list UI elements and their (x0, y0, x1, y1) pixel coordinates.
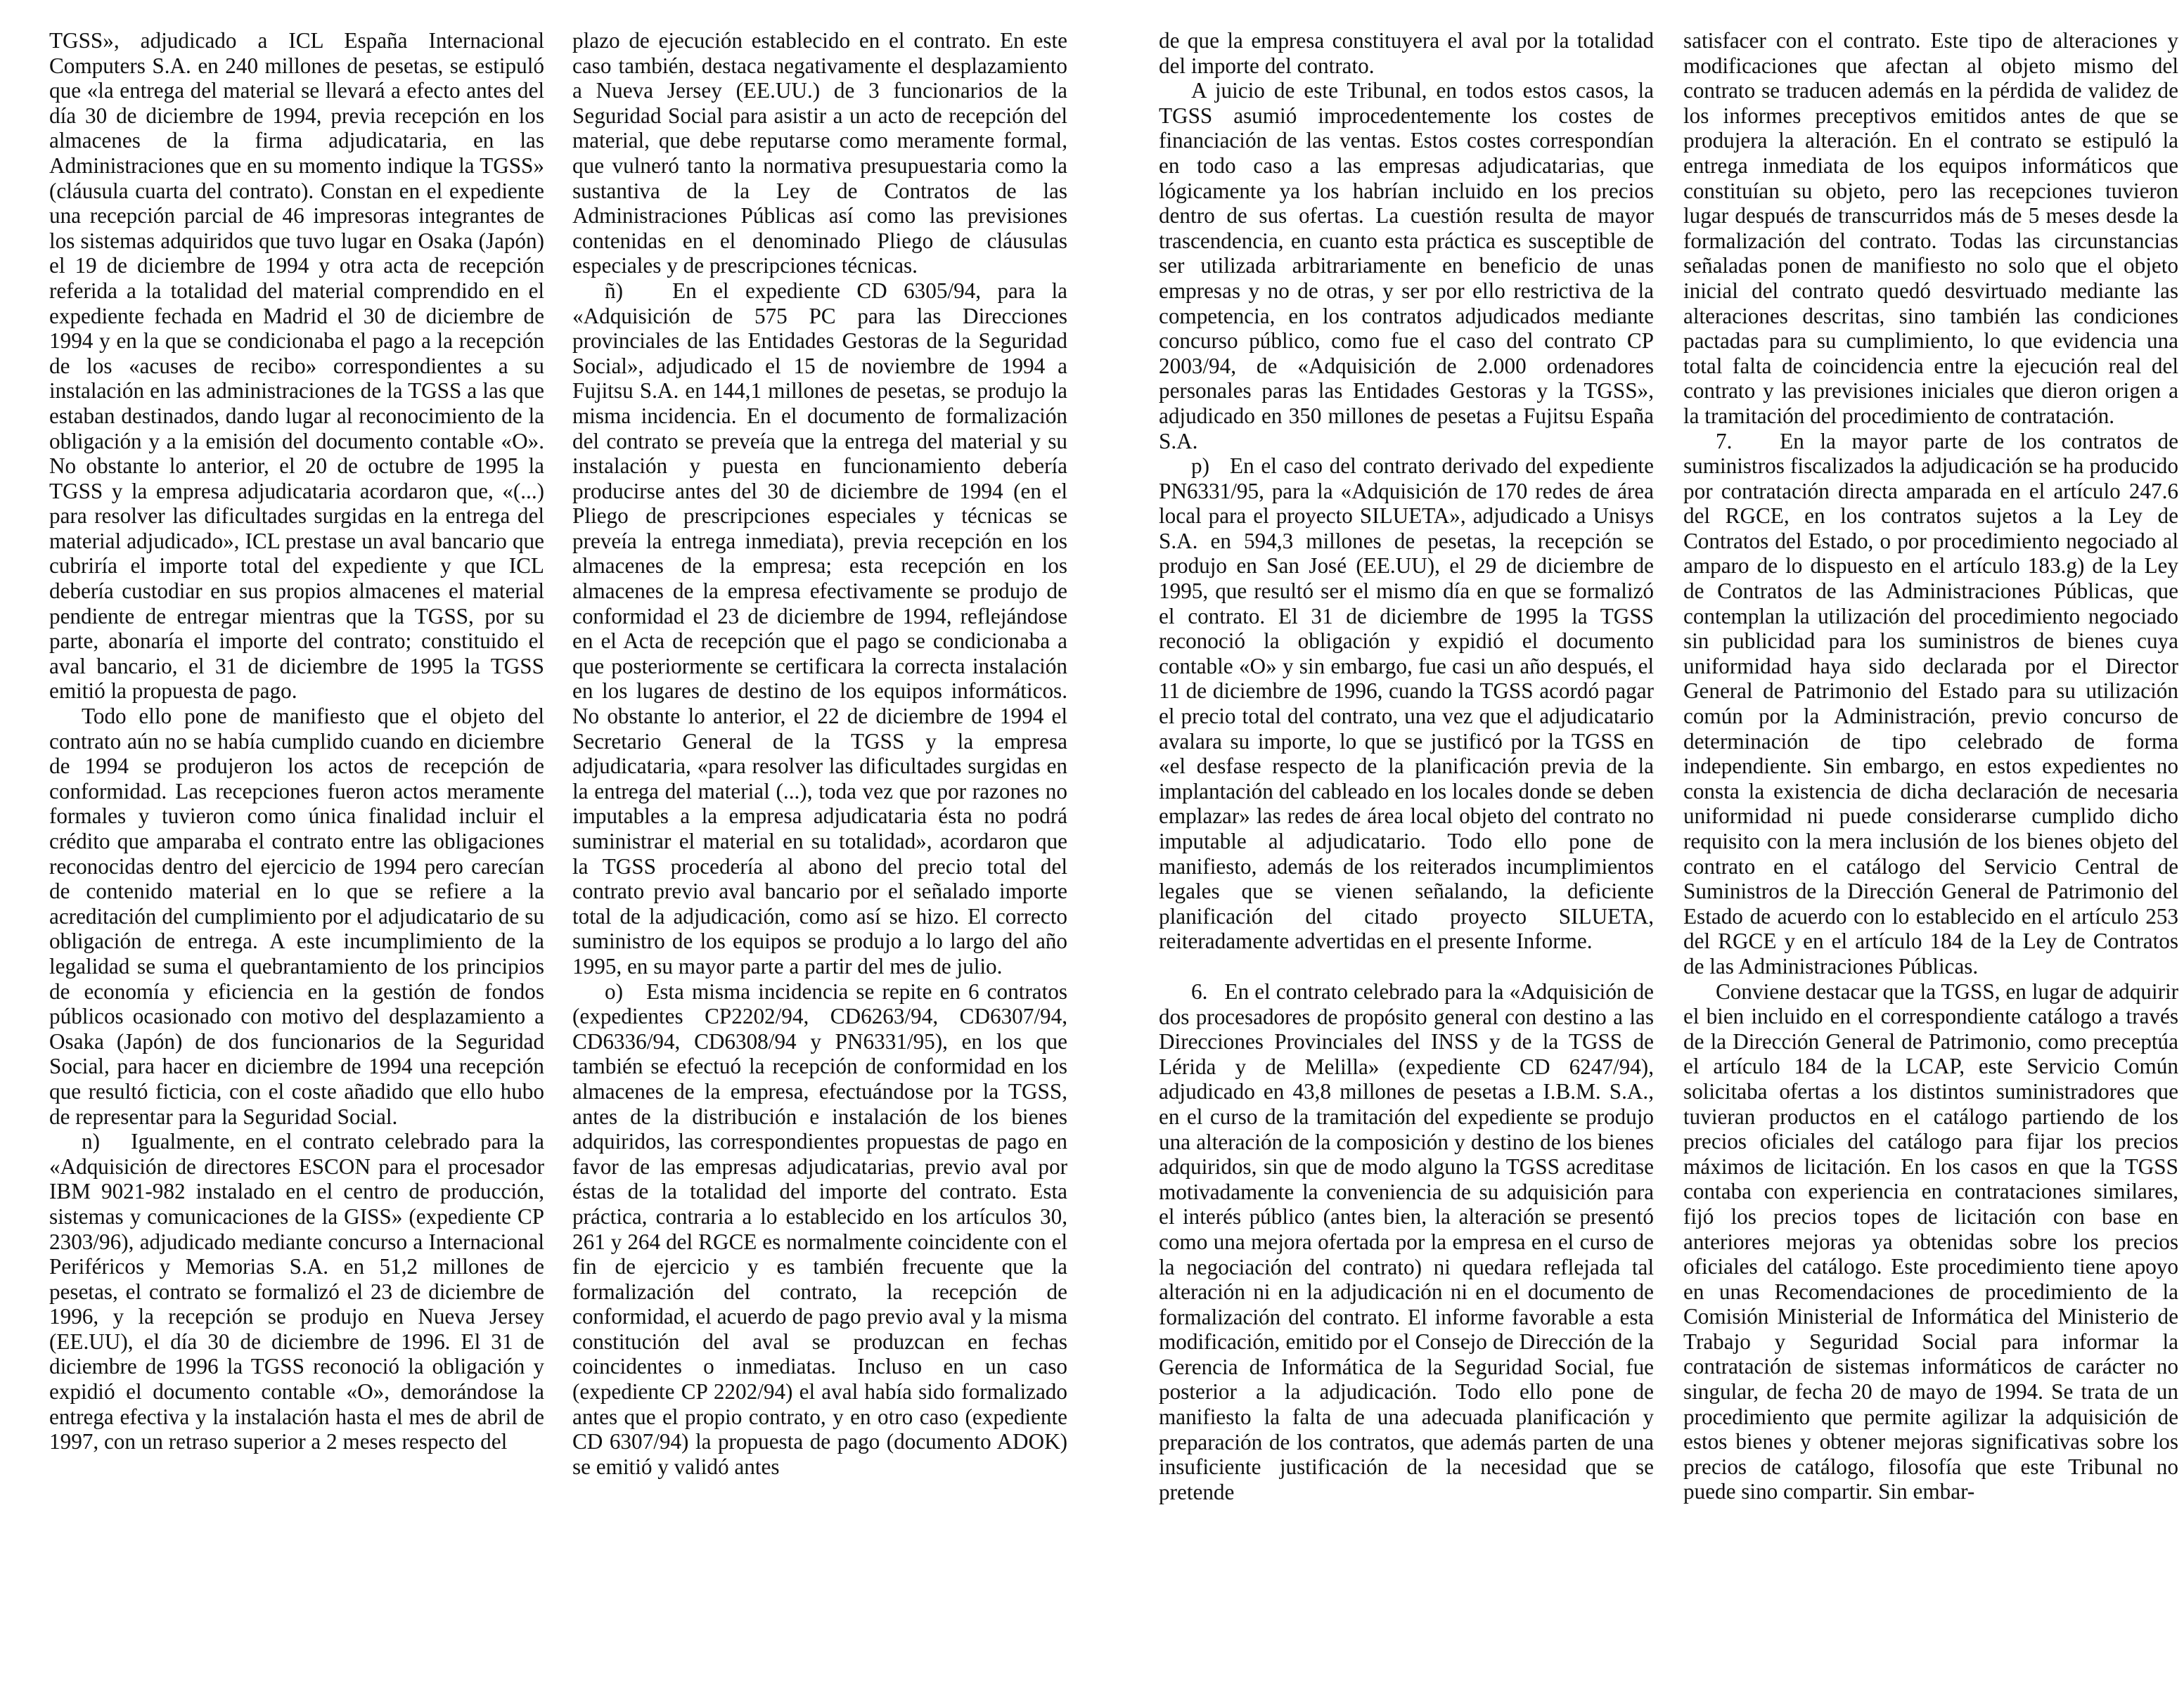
paragraph: Conviene destacar que la TGSS, en lugar de adquirir el bien incluido en el correspondiente catálogo a través de la Dirección General de Patrimonio, como preceptúa el artículo 184 de la LCAP, este Servicio Común solicitaba ofertas a los distintos suministradores que tuvieran productos en el catálogo partiendo de los precios oficiales del catálogo para fijar los precios máximos de licitación. En los casos en que la TGSS contaba con experiencia en contrataciones similares, fijó los precios topes de licitación con base en anteriores mejoras ya obtenidas sobre los precios oficiales del catálogo. Este procedimiento tiene apoyo en unas Recomendaciones de procedimiento de la Comisión Ministerial de Informática del Ministerio de Trabajo y Seguridad Social para informar la contratación de sistemas informáticos de carácter no singular, de fecha 20 de mayo de 1994. Se trata de un procedimiento que permite agilizar la adquisición de estos bienes y obtener mejoras significativas sobre los precios de catálogo, filosofía que este Tribunal no puede sino compartir. Sin embar- (1683, 979, 2178, 1504)
paragraph: TGSS», adjudicado a ICL España Internacional Computers S.A. en 240 millones de pesetas, se estipuló que «la entrega del material se llevará a efecto antes del día 30 de diciembre de 1994, previa recepción en los almacenes de la firma adjudicataria, en las Administraciones que en su momento indique la TGSS» (cláusula cuarta del contrato). Constan en el expediente una recepción parcial de 46 impresoras integrantes de los sistemas adquiridos que tuvo lugar en Osaka (Japón) el 19 de diciembre de 1994 y otra acta de recepción referida a la totalidad del material comprendido en el expediente fechada en Madrid el 30 de diciembre de 1994 y en la que se condicionaba el pago a la recepción de los «acuses de recibo» correspondientes a su instalación en las administraciones de la TGSS a las que estaban destinados, dando lugar al reconocimiento de la obligación y a la emisión del documento contable «O». No obstante lo anterior, el 20 de octubre de 1995 la TGSS y la empresa adjudicataria acordaron que, «(...) para resolver las dificultades surgidas en la entrega del material adjudicado», ICL prestase un aval bancario que cubriría el importe total del expediente y que ICL debería custodiar en sus propios almacenes el material pendiente de entregar mientras que la TGSS, por su parte, abonaría el importe del contrato; constituido el aval bancario, el 31 de diciembre de 1995 la TGSS emitió la propuesta de pago. (49, 28, 544, 704)
paragraph: satisfacer con el contrato. Este tipo de alteraciones y modificaciones que afectan al objeto mismo del contrato se traducen además en la pérdida de validez de los informes preceptivos emitidos antes de que se produjera la alteración. En el contrato se estipuló la entrega inmediata de los equipos informáticos que constituían su objeto, pero las recepciones tuvieron lugar después de transcurridos más de 5 meses desde la formalización del contrato. Todas las circunstancias señaladas ponen de manifiesto no solo que el objeto inicial del contrato quedó desvirtuado mediante las alteraciones descritas, sino también las condiciones pactadas para su cumplimiento, lo que evidencia una total falta de coincidencia entre la ejecución real del contrato y las previsiones iniciales que dieron origen a la tramitación del procedimiento de contratación. (1683, 28, 2178, 428)
paragraph: p) En el caso del contrato derivado del expediente PN6331/95, para la «Adquisición de 170 redes de área local para el proyecto SILUETA», adjudicado a Unisys S.A. en 594,3 millones de pesetas, la recepción se produjo en San José (EE.UU), el 29 de diciembre de 1995, que resultó ser el mismo día en que se formalizó el contrato. El 31 de diciembre de 1995 la TGSS reconoció la obligación y expidió el documento contable «O» y sin embargo, fue casi un año después, el 11 de diciembre de 1996, cuando la TGSS acordó pagar el precio total del contrato, una vez que el adjudicatario avalara su importe, lo que se justificó por la TGSS en «el desfase respecto de la planificación previa de la implantación del cableado en los locales donde se deben emplazar» las redes de área local objeto del contrato no imputable al adjudicatario. Todo ello pone de manifiesto, además de los reiterados incumplimientos legales que se vienen señalando, la deficiente planificación del citado proyecto SILUETA, reiteradamente advertidas en el presente Informe. (1159, 453, 1654, 954)
paragraph: Todo ello pone de manifiesto que el objeto del contrato aún no se había cumplido cuando en diciembre de 1994 se produjeron los actos de recepción de conformidad. Las recepciones fueron actos meramente formales y tuvieron como única finalidad incluir el crédito que amparaba el contrato entre las obligaciones reconocidas dentro del ejercicio de 1994 pero carecían de contenido material en lo que se refiere a la acreditación del cumplimiento por el adjudicatario de su obligación de entrega. A este incumplimiento de la legalidad se suma el quebrantamiento de los principios de economía y eficiencia en la gestión de fondos públicos ocasionado con motivo del desplazamiento a Osaka (Japón) de dos funcionarios de la Seguridad Social, para hacer en diciembre de 1994 una recepción que resultó ficticia, con el coste añadido que ello hubo de representar para la Seguridad Social. (49, 704, 544, 1129)
paragraph: n) Igualmente, en el contrato celebrado para la «Adquisición de directores ESCON para el procesador IBM 9021-982 instalado en el centro de producción, sistemas y comunicaciones de la GISS» (expediente CP 2303/96), adjudicado mediante concurso a Internacional Periféricos y Memorias S.A. en 51,2 millones de pesetas, el contrato se formalizó el 23 de diciembre de 1996, y la recepción se produjo en Nueva Jersey (EE.UU), el día 30 de diciembre de 1996. El 31 de diciembre de 1996 la TGSS reconoció la obligación y expidió el documento contable «O», demorándose la entrega efectiva y la instalación hasta el mes de abril de 1997, con un retraso superior a 2 meses respecto del (49, 1129, 544, 1454)
paragraph: ñ) En el expediente CD 6305/94, para la «Adquisición de 575 PC para las Direcciones provinciales de las Entidades Gestoras de la Seguridad Social», adjudicado el 15 de noviembre de 1994 a Fujitsu S.A. en 144,1 millones de pesetas, se produjo la misma incidencia. En el documento de formalización del contrato se preveía que la entrega del material y su instalación y puesta en funcionamiento debería producirse antes del 30 de diciembre de 1994 (en el Pliego de prescripciones especiales y técnicas se preveía la entrega inmediata), previa recepción en los almacenes de la empresa; esta recepción en los almacenes de la empresa efectivamente se produjo de conformidad el 23 de diciembre de 1994, reflejándose en el Acta de recepción que el pago se condicionaba a que posteriormente se certificara la correcta instalación en los lugares de destino de los equipos informáticos. No obstante lo anterior, el 22 de diciembre de 1994 el Secretario General de la TGSS y la empresa adjudicataria, «para resolver las dificultades surgidas en la entrega del material (...), toda vez que por razones no imputables a la empresa adjudicataria ésta no podrá suministrar el material en su totalidad», acordaron que la TGSS procedería al abono del precio total del contrato previo aval bancario por el señalado importe total de la adjudicación, como así se hizo. El correcto suministro de los equipos se produjo a lo largo del año 1995, en su mayor parte a partir del mes de julio. (572, 278, 1067, 979)
paragraph: A juicio de este Tribunal, en todos estos casos, la TGSS asumió improcedentemente los costes de financiación de las ventas. Estos costes correspondían en todo caso a las empresas adjudicatarias, que lógicamente ya los habrían incluido en los precios dentro de sus ofertas. La cuestión resulta de mayor trascendencia, en cuanto esta práctica es susceptible de ser utilizada arbitrariamente en beneficio de unas empresas y no de otras, y ser por ello restrictiva de la competencia, en los contratos adjudicados mediante concurso público, como fue el caso del contrato CP 2003/94, de «Adquisición de 2.000 ordenadores personales paras las Entidades Gestoras y la TGSS», adjudicado en 350 millones de pesetas a Fujitsu España S.A. (1159, 78, 1654, 453)
paragraph: de que la empresa constituyera el aval por la totalidad del importe del contrato. (1159, 28, 1654, 78)
left-page-column-2 (572, 28, 1067, 1677)
left-page-column-1 (49, 28, 544, 1677)
right-page-column-2 (1683, 28, 2178, 1677)
right-page-column-1 (1159, 28, 1654, 1677)
paragraph: plazo de ejecución establecido en el contrato. En este caso también, destaca negativamente el desplazamiento a Nueva Jersey (EE.UU.) de 3 funcionarios de la Seguridad Social para asistir a un acto de recepción del material, que debe reputarse como meramente formal, que vulneró tanto la normativa presupuestaria como la sustantiva de la Ley de Contratos de las Administraciones Públicas así como las previsiones contenidas en el denominado Pliego de cláusulas especiales y de prescripciones técnicas. (572, 28, 1067, 278)
paragraph: 7. En la mayor parte de los contratos de suministros fiscalizados la adjudicación se ha producido por contratación directa amparada en el artículo 247.6 del RGCE, en los contratos sujetos a la Ley de Contratos del Estado, o por procedimiento negociado al amparo de lo dispuesto en el artículo 183.g) de la Ley de Contratos de las Administraciones Públicas, que contemplan la utilización del procedimiento negociado sin publicidad para los suministros de bienes cuya uniformidad haya sido declarada por el Director General de Patrimonio del Estado para su utilización común por la Administración, previo concurso de determinación de tipo celebrado de forma independiente. Sin embargo, en estos expedientes no consta la existencia de dicha declaración de necesaria uniformidad ni puede considerarse cumplido dicho requisito con la mera inclusión de los bienes objeto del contrato en el catálogo del Servicio Central de Suministros de la Dirección General de Patrimonio del Estado de acuerdo con lo establecido en el artículo 253 del RGCE y en el artículo 184 de la Ley de Contratos de las Administraciones Públicas. (1683, 428, 2178, 979)
paragraph: 6. En el contrato celebrado para la «Adquisición de dos procesadores de propósito general con destino a las Direcciones Provinciales del INSS y de la TGSS de Lérida y de Melilla» (expediente CD 6247/94), adjudicado en 43,8 millones de pesetas a I.B.M. S.A., en el curso de la tramitación del expediente se produjo una alteración de la composición y destino de los bienes adquiridos, sin que de modo alguno la TGSS acreditase motivadamente la conveniencia de su adquisición para el interés público (antes bien, la alteración se presentó como una mejora ofertada por la empresa en el curso de la negociación del contrato) ni quedara reflejada tal alteración ni en la adjudicación ni en el documento de formalización del contrato. El informe favorable a esta modificación, emitido por el Consejo de Dirección de la Gerencia de Informática de la Seguridad Social, fue posterior a la adjudicación. Todo ello pone de manifiesto la falta de una adecuada planificación y preparación de los contratos, que además parten de una insuficiente justificación de la necesidad que se pretende (1159, 979, 1654, 1504)
paragraph: o) Esta misma incidencia se repite en 6 contratos (expedientes CP2202/94, CD6263/94, CD6307/94, CD6336/94, CD6308/94 y PN6331/95), en los que también se efectuó la recepción de conformidad en los almacenes de la empresa, efectuándose por la TGSS, antes de la distribución e instalación de los bienes adquiridos, las correspondientes propuestas de pago en favor de las empresas adjudicatarias, previo aval por éstas de la totalidad del importe del contrato. Esta práctica, contraria a lo establecido en los artículos 30, 261 y 264 del RGCE es normalmente coincidente con el fin de ejercicio y es también frecuente que la formalización del contrato, la recepción de conformidad, el acuerdo de pago previo aval y la misma constitución del aval se produzcan en fechas coincidentes o inmediatas. Incluso en un caso (expediente CP 2202/94) el aval había sido formalizado antes que el propio contrato, y en otro caso (expediente CD 6307/94) la propuesta de pago (documento ADOK) se emitió y validó antes (572, 979, 1067, 1479)
right-page (1092, 0, 2184, 1685)
